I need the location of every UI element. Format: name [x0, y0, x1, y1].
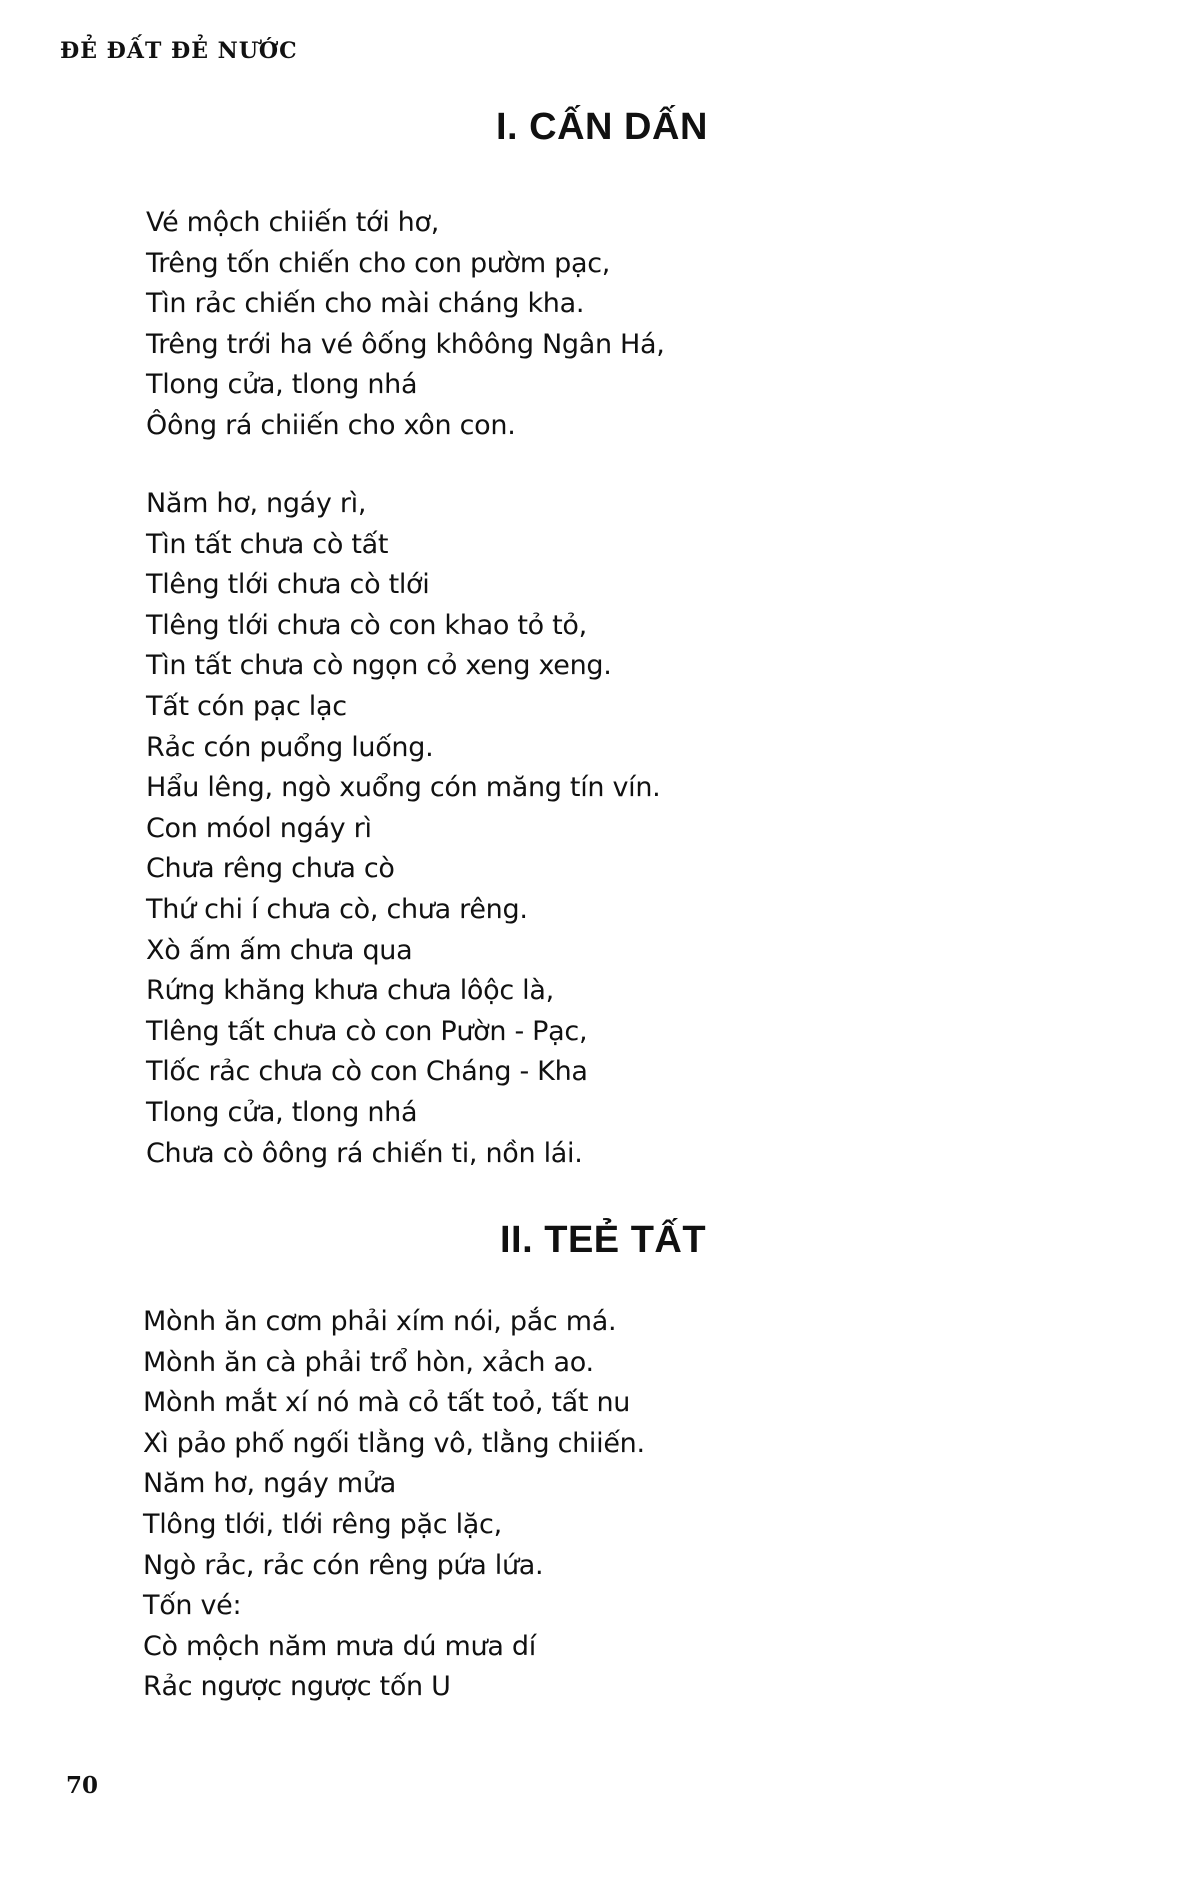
stanza-1	[146, 203, 665, 447]
poem-line: Trêng tốn chiến cho con pườm pạc,	[146, 247, 611, 279]
stanza-3	[143, 1302, 645, 1708]
poem-line: Xò ấm ấm chưa qua	[146, 934, 413, 966]
poem-line: Tlêng tất chưa cò con Pườn - Pạc,	[146, 1015, 588, 1047]
poem-line: Thứ chi í chưa cò, chưa rêng.	[146, 893, 528, 925]
poem-line: Rảc cón puổng luống.	[146, 731, 434, 763]
poem-line: Cò mộch năm mưa dú mưa dí	[143, 1630, 536, 1662]
running-head: ĐẺ ĐẤT ĐẺ NƯỚC	[60, 38, 298, 64]
poem-line: Năm hơ, ngáy rì,	[146, 488, 367, 519]
poem-line: Tlông tlới, tlới rêng pặc lặc,	[143, 1508, 502, 1540]
section-title-2: II. TEẺ TẤT	[500, 1219, 707, 1261]
poem-line: Hẩu lêng, ngò xuổng cón măng tín vín.	[146, 772, 661, 804]
poem-line: Tlốc rảc chưa cò con Cháng - Kha	[146, 1056, 588, 1088]
poem-line: Tìn tất chưa cò ngọn cỏ xeng xeng.	[146, 650, 612, 682]
page-number: 70	[66, 1772, 99, 1799]
poem-line: Tất cón pạc lạc	[146, 690, 347, 722]
section-title-1: I. CẤN DẤN	[496, 106, 708, 148]
poem-line: Năm hơ, ngáy mửa	[143, 1468, 396, 1500]
poem-line: Trêng trới ha vé ôống khôông Ngân Há,	[146, 328, 665, 360]
poem-line: Vé mộch chiiến tới hơ,	[146, 207, 439, 238]
poem-line: Tlêng tlới chưa cò con khao tỏ tỏ,	[146, 609, 587, 641]
poem-line: Mònh mắt xí nó mà cỏ tất toỏ, tất nu	[143, 1387, 631, 1419]
poem-line: Mònh ăn cà phải trổ hòn, xảch ao.	[143, 1346, 594, 1378]
stanza-2	[146, 484, 660, 1174]
poem-line: Tốn vé:	[143, 1590, 242, 1622]
poem-line: Mònh ăn cơm phải xím nói, pắc má.	[143, 1306, 617, 1337]
poem-line: Tlêng tlới chưa cò tlới	[146, 569, 430, 601]
poem-line: Chưa rêng chưa cò	[146, 853, 395, 885]
poem-line: Con móol ngáy rì	[146, 812, 372, 844]
poem-line: Tìn tất chưa cò tất	[146, 528, 389, 560]
poem-line: Rảc ngược ngược tốn U	[143, 1671, 451, 1703]
poem-line: Chưa cò ôông rá chiến ti, nồn lái.	[146, 1137, 583, 1169]
poem-line: Ôông rá chiiến cho xôn con.	[146, 409, 516, 441]
poem-line: Tìn rảc chiến cho mài cháng kha.	[146, 288, 585, 320]
poem-line: Xì pảo phố ngối tlằng vô, tlằng chiiến.	[143, 1427, 645, 1459]
poem-line: Tlong cửa, tlong nhá	[146, 369, 418, 401]
poem-line: Ngò rảc, rảc cón rêng pứa lứa.	[143, 1549, 544, 1581]
poem-line: Rứng khăng khưa chưa lôộc là,	[146, 975, 554, 1007]
poem-line: Tlong cửa, tlong nhá	[146, 1096, 418, 1128]
